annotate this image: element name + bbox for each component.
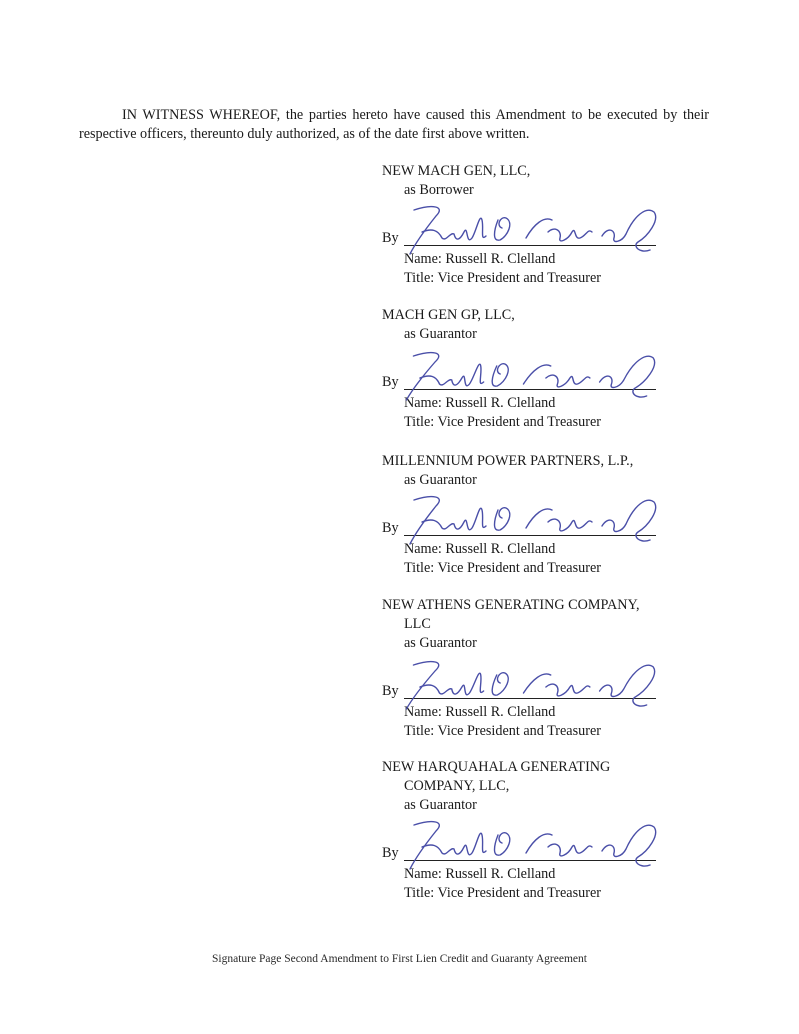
entity-role: as Guarantor: [404, 472, 477, 488]
signature-stroke: [526, 509, 592, 531]
by-label: By: [382, 845, 399, 861]
by-label: By: [382, 520, 399, 536]
signature-stroke: [526, 219, 592, 241]
signature-stroke: [406, 353, 485, 400]
signature-block-new-harquahala: [382, 758, 712, 903]
entity-role: as Guarantor: [404, 635, 477, 651]
signature-block-new-athens: [382, 596, 712, 741]
signature-stroke: [410, 207, 486, 254]
page-footer: Signature Page Second Amendment to First Lien Credit and Guaranty Agreement: [212, 953, 587, 965]
signature-stroke: [495, 218, 510, 240]
signature-block-mach-gen-gp: [382, 306, 712, 432]
signer-title: Title: Vice President and Treasurer: [404, 723, 601, 739]
signer-title: Title: Vice President and Treasurer: [404, 270, 601, 286]
entity-role: as Guarantor: [404, 797, 477, 813]
signer-name: Name: Russell R. Clelland: [404, 541, 556, 557]
signature-stroke: [406, 662, 485, 709]
handwritten-signature: [402, 492, 662, 554]
by-label: By: [382, 230, 399, 246]
signature-row: [382, 364, 712, 394]
signature-stroke: [599, 665, 655, 706]
handwritten-signature: [402, 202, 662, 264]
entity-name-continued: COMPANY, LLC,: [404, 778, 510, 794]
signature-stroke: [602, 500, 656, 541]
signature-stroke: [602, 825, 656, 866]
signer-name: Name: Russell R. Clelland: [404, 395, 556, 411]
by-label: By: [382, 683, 399, 699]
entity-name: NEW MACH GEN, LLC,: [382, 163, 531, 179]
handwritten-signature: [402, 817, 662, 879]
signature-stroke: [523, 365, 591, 387]
entity-name: NEW ATHENS GENERATING COMPANY,: [382, 597, 640, 613]
handwritten-signature: [402, 346, 662, 408]
signature-stroke: [492, 364, 509, 386]
entity-name: MACH GEN GP, LLC,: [382, 307, 515, 323]
signature-row: [382, 835, 712, 865]
entity-name: NEW HARQUAHALA GENERATING: [382, 759, 611, 775]
signature-stroke: [495, 833, 510, 855]
signature-row: [382, 220, 712, 250]
signer-name: Name: Russell R. Clelland: [404, 704, 556, 720]
signature-block-millennium-power: [382, 452, 712, 578]
signature-stroke: [410, 822, 486, 869]
signature-stroke: [526, 834, 592, 856]
signature-stroke: [523, 674, 591, 696]
signature-row: [382, 673, 712, 703]
entity-role: as Borrower: [404, 182, 474, 198]
signer-title: Title: Vice President and Treasurer: [404, 885, 601, 901]
signature-block-new-mach-gen: [382, 162, 712, 288]
signer-name: Name: Russell R. Clelland: [404, 866, 556, 882]
signature-stroke: [492, 673, 509, 695]
entity-name-continued: LLC: [404, 616, 431, 632]
signer-title: Title: Vice President and Treasurer: [404, 560, 601, 576]
signature-stroke: [602, 210, 656, 251]
handwritten-signature: [402, 655, 662, 717]
entity-name: MILLENNIUM POWER PARTNERS, L.P.,: [382, 453, 634, 469]
witness-clause: IN WITNESS WHEREOF, the parties hereto have caused this Amendment to be executed by their respective officers, thereunto duly authorized, as of the date first above written.: [79, 107, 709, 142]
by-label: By: [382, 374, 399, 390]
signer-title: Title: Vice President and Treasurer: [404, 414, 601, 430]
signature-row: [382, 510, 712, 540]
signature-stroke: [410, 497, 486, 544]
signature-stroke: [495, 508, 510, 530]
signature-stroke: [599, 356, 655, 397]
entity-role: as Guarantor: [404, 326, 477, 342]
signer-name: Name: Russell R. Clelland: [404, 251, 556, 267]
